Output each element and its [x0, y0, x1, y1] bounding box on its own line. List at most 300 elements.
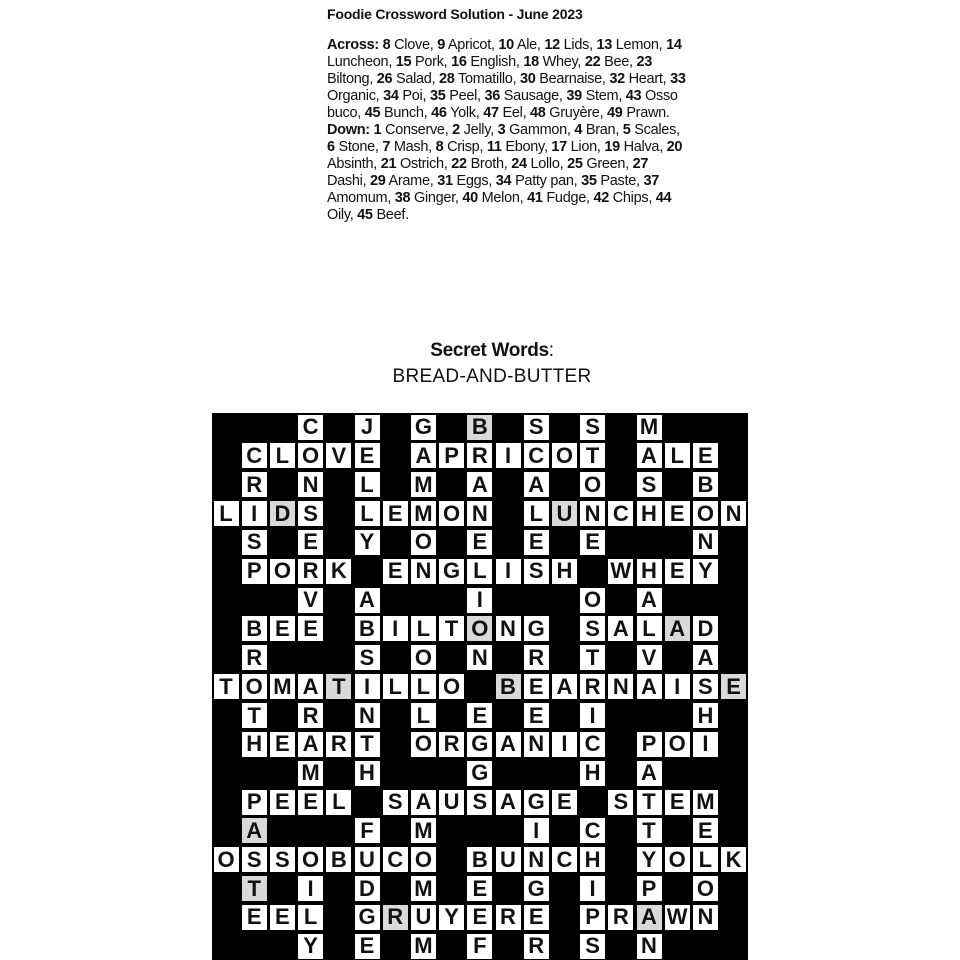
clue-answer: Beef — [376, 207, 406, 223]
grid-cell: G — [524, 616, 549, 641]
down-label: Down: — [327, 122, 370, 138]
clue-answer: Fudge — [546, 190, 586, 206]
grid-cell: A — [637, 443, 662, 468]
grid-cell: L — [383, 674, 408, 699]
grid-cell: E — [355, 934, 380, 959]
grid-cell: C — [580, 818, 605, 843]
grid-cell: C — [383, 847, 408, 872]
grid-cell: I — [693, 732, 718, 757]
clue-number: 22 — [451, 156, 467, 172]
clue-number: 35 — [429, 88, 446, 104]
grid-cell: U — [552, 501, 577, 526]
grid-cell: B — [242, 616, 267, 641]
grid-cell: I — [580, 703, 605, 728]
clue-number: 48 — [530, 105, 546, 121]
grid-cell: I — [552, 732, 577, 757]
clue-number: 46 — [431, 105, 447, 121]
grid-cell: E — [693, 818, 718, 843]
grid-cell: O — [552, 443, 577, 468]
clue-answer: Eel — [502, 105, 523, 121]
grid-cell: U — [439, 790, 464, 815]
clue-item: 7 Mash, — [382, 139, 432, 155]
clue-answer: Oily — [327, 207, 350, 223]
grid-cell: S — [270, 847, 295, 872]
clue-number: 8 — [382, 37, 391, 53]
grid-cell: D — [693, 616, 718, 641]
clue-number: 9 — [437, 37, 445, 53]
grid-cell: T — [637, 790, 662, 815]
grid-cell: G — [355, 905, 380, 930]
clue-item: 24 Lollo, — [511, 156, 564, 172]
grid-cell: U — [411, 905, 436, 930]
clue-item: 8 Crisp, — [435, 139, 484, 155]
grid-cell: S — [608, 790, 633, 815]
grid-cell: A — [637, 588, 662, 613]
grid-cell: T — [580, 443, 605, 468]
clue-answer: Gammon — [509, 122, 567, 138]
clue-item: 14 Luncheon, — [327, 37, 682, 70]
clue-answer: Melon — [481, 190, 520, 206]
grid-cell: E — [665, 790, 690, 815]
clue-answer: Bunch — [383, 105, 424, 121]
clue-number: 3 — [497, 122, 506, 138]
clue-number: 26 — [376, 71, 393, 87]
grid-cell: I — [467, 588, 492, 613]
clue-answer: English — [470, 54, 516, 70]
clue-number: 23 — [636, 54, 653, 70]
grid-cell: A — [665, 616, 690, 641]
clue-number: 37 — [643, 173, 659, 189]
clue-number: 4 — [574, 122, 583, 138]
clue-answer: Osso buco — [327, 88, 678, 121]
clue-answer: Luncheon — [327, 54, 389, 70]
grid-cell: O — [693, 501, 718, 526]
grid-cell: E — [298, 790, 323, 815]
clue-answer: Eggs — [456, 173, 489, 189]
clue-item: 26 Salad, — [376, 71, 436, 87]
clue-answer: Lids — [563, 37, 590, 53]
clue-number: 44 — [655, 190, 672, 206]
clue-answer: Lollo — [530, 156, 560, 172]
grid-cell: E — [383, 501, 408, 526]
grid-cell: O — [580, 472, 605, 497]
grid-cell: N — [298, 472, 323, 497]
grid-cell: F — [355, 818, 380, 843]
crossword-grid — [212, 413, 748, 960]
grid-cell: N — [608, 674, 633, 699]
grid-cell: R — [524, 645, 549, 670]
grid-cell: N — [524, 732, 549, 757]
clue-item: 23 Biltong, — [327, 54, 653, 87]
clue-item: 9 Apricot, — [437, 37, 495, 53]
clue-item: 18 Whey, — [523, 54, 582, 70]
clue-number: 7 — [382, 139, 391, 155]
grid-cell: L — [665, 443, 690, 468]
grid-cell: I — [496, 443, 521, 468]
clue-number: 14 — [666, 37, 682, 53]
grid-cell: N — [637, 934, 662, 959]
clue-answer: Arame — [388, 173, 430, 189]
clue-answer: Scales — [634, 122, 677, 138]
grid-cell: O — [439, 501, 464, 526]
clue-number: 41 — [527, 190, 543, 206]
clue-number: 10 — [498, 37, 514, 53]
clue-answer: Crisp — [447, 139, 480, 155]
clue-item: 15 Pork, — [395, 54, 448, 70]
grid-cell: T — [637, 818, 662, 843]
grid-cell: I — [355, 674, 380, 699]
grid-cell: K — [326, 559, 351, 584]
grid-cell: H — [637, 501, 662, 526]
clue-answer: Poi — [402, 88, 423, 104]
clue-number: 36 — [484, 88, 501, 104]
clue-answer: Peel — [449, 88, 478, 104]
clue-number: 6 — [327, 139, 335, 155]
clue-item: 41 Fudge, — [527, 190, 590, 206]
grid-cell: A — [467, 472, 492, 497]
grid-cell: E — [693, 443, 718, 468]
grid-cell: O — [411, 645, 436, 670]
grid-cell: A — [637, 905, 662, 930]
grid-cell: L — [355, 472, 380, 497]
grid-cell: Y — [298, 934, 323, 959]
grid-cell: I — [580, 876, 605, 901]
grid-cell: E — [270, 905, 295, 930]
clue-number: 13 — [596, 37, 613, 53]
clue-answer: Stem — [585, 88, 619, 104]
grid-cell: L — [214, 501, 239, 526]
grid-cell: M — [693, 790, 718, 815]
grid-cell: S — [637, 472, 662, 497]
clue-number: 27 — [632, 156, 649, 172]
down-clue-list — [327, 122, 682, 223]
grid-cell: W — [665, 905, 690, 930]
clue-item: 19 Halva, — [604, 139, 663, 155]
grid-cell: H — [580, 847, 605, 872]
clue-item: 16 English, — [451, 54, 520, 70]
clue-number: 24 — [511, 156, 527, 172]
grid-cell: S — [524, 559, 549, 584]
grid-cell: M — [411, 472, 436, 497]
grid-cell: P — [439, 443, 464, 468]
clue-item: 47 Eel, — [483, 105, 527, 121]
clue-item: 35 Paste, — [581, 173, 640, 189]
grid-cell: L — [298, 905, 323, 930]
clue-item: 34 Poi, — [383, 88, 427, 104]
clue-item: 33 Organic, — [327, 71, 686, 104]
clue-answer: Absinth — [327, 156, 374, 172]
clue-item: 28 Tomatillo, — [439, 71, 517, 87]
clue-answer: Prawn — [626, 105, 666, 121]
grid-cell: L — [467, 559, 492, 584]
grid-cell: L — [411, 616, 436, 641]
grid-cell: B — [467, 415, 492, 440]
grid-cell: F — [467, 934, 492, 959]
grid-cell: A — [411, 790, 436, 815]
grid-cell: S — [580, 934, 605, 959]
grid-cell: P — [637, 876, 662, 901]
clue-number: 33 — [670, 71, 686, 87]
clue-answer: Paste — [600, 173, 636, 189]
grid-cell: R — [580, 674, 605, 699]
clue-number: 17 — [551, 139, 567, 155]
grid-cell: E — [524, 703, 549, 728]
clue-answer: Ostrich — [400, 156, 444, 172]
secret-words-value: BREAD-AND-BUTTER — [392, 366, 592, 387]
clue-number: 45 — [357, 207, 373, 223]
grid-cell: E — [355, 443, 380, 468]
clue-number: 30 — [520, 71, 536, 87]
clue-item: 17 Lion, — [551, 139, 601, 155]
grid-cell: H — [242, 732, 267, 757]
across-label: Across: — [327, 37, 379, 53]
grid-cell: O — [242, 674, 267, 699]
clue-item: 45 Bunch, — [364, 105, 428, 121]
grid-cell: A — [496, 732, 521, 757]
grid-cell: D — [355, 876, 380, 901]
clue-number: 49 — [607, 105, 623, 121]
grid-cell: V — [637, 645, 662, 670]
grid-cell: E — [524, 530, 549, 555]
clue-answer: Gruyère — [549, 105, 600, 121]
clue-item: 37 Amomum, — [327, 173, 659, 206]
solution-text — [327, 37, 687, 224]
grid-cell: L — [326, 790, 351, 815]
clue-answer: Jelly — [463, 122, 491, 138]
grid-cell: I — [383, 616, 408, 641]
grid-cell: B — [693, 472, 718, 497]
grid-cell: E — [467, 530, 492, 555]
clue-item: 44 Oily, — [327, 190, 672, 223]
grid-cell: T — [214, 674, 239, 699]
grid-cell: V — [298, 588, 323, 613]
across-clue-list — [327, 37, 686, 121]
grid-cell: T — [242, 703, 267, 728]
grid-cell: E — [298, 530, 323, 555]
clue-number: 12 — [544, 37, 560, 53]
grid-cell: O — [580, 588, 605, 613]
clue-answer: Tomatillo — [458, 71, 513, 87]
grid-cell: O — [411, 732, 436, 757]
grid-cell: L — [693, 847, 718, 872]
grid-cell: R — [383, 905, 408, 930]
clue-item: 49 Prawn. — [607, 105, 670, 121]
grid-cell: N — [580, 501, 605, 526]
clue-number: 25 — [567, 156, 583, 172]
clue-number: 19 — [604, 139, 620, 155]
grid-cell: N — [721, 501, 746, 526]
clue-item: 6 Stone, — [327, 139, 379, 155]
clue-item: 35 Peel, — [429, 88, 481, 104]
clue-answer: Dashi — [327, 173, 363, 189]
clue-answer: Lemon — [615, 37, 659, 53]
clue-answer: Amomum — [327, 190, 388, 206]
grid-cell: N — [693, 905, 718, 930]
clue-answer: Mash — [393, 139, 429, 155]
clue-answer: Biltong — [327, 71, 370, 87]
grid-cell: N — [496, 616, 521, 641]
secret-words-label: Secret Words — [430, 340, 549, 361]
grid-cell: C — [298, 415, 323, 440]
clue-answer: Pork — [415, 54, 444, 70]
grid-cell: C — [524, 443, 549, 468]
clue-number: 8 — [435, 139, 444, 155]
clue-number: 5 — [622, 122, 631, 138]
clue-item: 42 Chips, — [593, 190, 653, 206]
grid-cell: W — [608, 559, 633, 584]
clue-number: 29 — [370, 173, 386, 189]
clue-item: 43 Osso buco, — [327, 88, 678, 121]
grid-cell: M — [298, 761, 323, 786]
clue-answer: Apricot — [447, 37, 491, 53]
grid-cell: O — [665, 732, 690, 757]
grid-cell: S — [242, 847, 267, 872]
clue-item: 27 Dashi, — [327, 156, 649, 189]
grid-cell: A — [242, 818, 267, 843]
grid-cell: A — [637, 674, 662, 699]
grid-cell: E — [580, 530, 605, 555]
grid-cell: R — [326, 732, 351, 757]
clue-item: 11 Ebony, — [486, 139, 548, 155]
clue-item: 29 Arame, — [370, 173, 434, 189]
grid-cell: V — [326, 443, 351, 468]
grid-cell: M — [411, 818, 436, 843]
grid-cell: H — [580, 761, 605, 786]
grid-cell: A — [552, 674, 577, 699]
clue-item: 3 Gammon, — [497, 122, 571, 138]
grid-cell: S — [355, 645, 380, 670]
grid-cell: E — [552, 790, 577, 815]
secret-words-title — [0, 340, 960, 362]
clue-number: 2 — [452, 122, 460, 138]
grid-cell: R — [439, 732, 464, 757]
clue-answer: Patty pan — [515, 173, 574, 189]
grid-cell: A — [693, 645, 718, 670]
grid-cell: O — [467, 616, 492, 641]
clue-item: 12 Lids, — [544, 37, 593, 53]
clue-item: 25 Green, — [567, 156, 629, 172]
clue-item: 45 Beef. — [357, 207, 409, 223]
clue-answer: Ale — [516, 37, 537, 53]
grid-cell: L — [270, 443, 295, 468]
clue-answer: Bee — [604, 54, 630, 70]
grid-cell: E — [467, 703, 492, 728]
grid-cell: C — [552, 847, 577, 872]
grid-cell: G — [467, 732, 492, 757]
grid-cell: M — [270, 674, 295, 699]
grid-cell: P — [242, 559, 267, 584]
clue-number: 35 — [581, 173, 597, 189]
grid-cell: M — [637, 415, 662, 440]
grid-cell: D — [270, 501, 295, 526]
grid-cell: E — [270, 616, 295, 641]
grid-cell: G — [467, 761, 492, 786]
clue-number: 34 — [383, 88, 399, 104]
grid-cell: S — [524, 415, 549, 440]
clue-answer: Yolk — [450, 105, 476, 121]
grid-cell: S — [242, 530, 267, 555]
clue-number: 22 — [584, 54, 601, 70]
grid-cell: G — [439, 559, 464, 584]
grid-cell: E — [524, 905, 549, 930]
grid-cell: N — [355, 703, 380, 728]
grid-cell: A — [524, 472, 549, 497]
grid-cell: A — [496, 790, 521, 815]
clue-answer: Halva — [623, 139, 660, 155]
grid-cell: I — [242, 501, 267, 526]
grid-cell: I — [665, 674, 690, 699]
grid-cell: E — [270, 790, 295, 815]
grid-cell: C — [608, 501, 633, 526]
grid-cell: C — [242, 443, 267, 468]
clue-item: 5 Scales, — [622, 122, 680, 138]
grid-cell: Y — [637, 847, 662, 872]
grid-cell: R — [496, 905, 521, 930]
clue-number: 28 — [439, 71, 455, 87]
grid-cell: E — [467, 876, 492, 901]
grid-cell: O — [298, 847, 323, 872]
grid-cell: U — [355, 847, 380, 872]
clue-item: 22 Broth, — [451, 156, 508, 172]
clue-number: 20 — [666, 139, 683, 155]
clue-answer: Sausage — [503, 88, 559, 104]
clue-number: 18 — [523, 54, 539, 70]
grid-cell: A — [298, 732, 323, 757]
grid-cell: P — [242, 790, 267, 815]
grid-cell: A — [411, 443, 436, 468]
grid-cell: Y — [439, 905, 464, 930]
clue-item: 8 Clove, — [382, 37, 434, 53]
grid-cell: T — [580, 645, 605, 670]
clue-answer: Whey — [542, 54, 578, 70]
grid-cell: B — [467, 847, 492, 872]
clue-item: 22 Bee, — [584, 54, 633, 70]
grid-cell: J — [355, 415, 380, 440]
grid-cell: T — [326, 674, 351, 699]
grid-cell: O — [693, 876, 718, 901]
clue-number: 38 — [394, 190, 411, 206]
clue-item: 4 Bran, — [574, 122, 620, 138]
grid-cell: E — [467, 905, 492, 930]
grid-cell: M — [411, 934, 436, 959]
grid-cell: G — [524, 790, 549, 815]
grid-cell: L — [355, 501, 380, 526]
grid-cell: M — [411, 501, 436, 526]
clue-item: 40 Melon, — [462, 190, 524, 206]
clue-number: 11 — [486, 139, 502, 155]
clue-number: 15 — [395, 54, 412, 70]
secret-words-colon: : — [548, 340, 554, 361]
clue-number: 39 — [566, 88, 582, 104]
solution-heading: Foodie Crossword Solution - June 2023 — [327, 6, 583, 22]
grid-cell: I — [496, 559, 521, 584]
clue-number: 42 — [593, 190, 609, 206]
grid-cell: O — [298, 443, 323, 468]
clue-item: 36 Sausage, — [484, 88, 563, 104]
grid-cell: H — [693, 703, 718, 728]
grid-cell: A — [637, 761, 662, 786]
clue-answer: Salad — [395, 71, 432, 87]
grid-cell: R — [467, 443, 492, 468]
grid-cell: A — [608, 616, 633, 641]
grid-cell: R — [608, 905, 633, 930]
clue-item: 32 Heart, — [609, 71, 667, 87]
grid-cell: R — [242, 472, 267, 497]
clue-answer: Clove — [394, 37, 430, 53]
clue-answer: Organic — [327, 88, 376, 104]
grid-cell: O — [411, 847, 436, 872]
grid-cell: E — [524, 674, 549, 699]
